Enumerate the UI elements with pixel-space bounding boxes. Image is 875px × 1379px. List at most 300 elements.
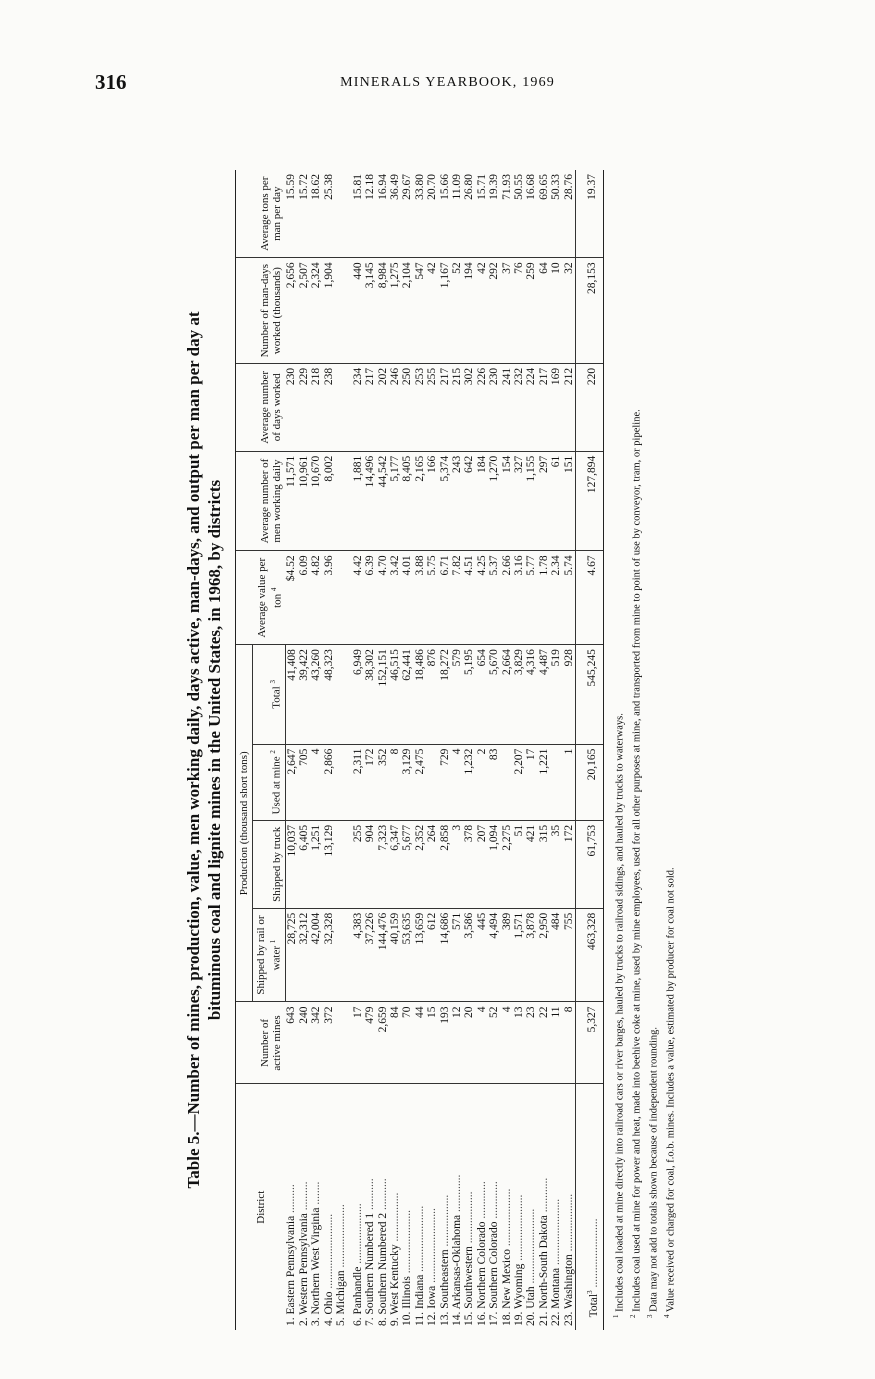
district-cell: 13. Southeastern .................. (438, 1194, 451, 1326)
table-cell: 43,260 (310, 644, 322, 744)
table-cell: 51 (512, 820, 524, 908)
total-cell: 545,245 (575, 644, 603, 744)
table-cell: 246 (388, 363, 400, 451)
table-cell: 44,542 (376, 451, 388, 551)
table-cell: 5,670 (488, 644, 500, 744)
table-row (413, 170, 425, 1330)
header-mines: Number of active mines (235, 1001, 285, 1083)
table-cell: 169 (550, 363, 562, 451)
table-cell: 1,232 (463, 744, 475, 820)
table-cell: 2,866 (322, 744, 334, 820)
table-cell: 52 (488, 1001, 500, 1083)
table-cell: 217 (364, 363, 376, 451)
district-cell: 8. Southern Numbered 2 ........... (376, 1177, 388, 1326)
table-cell: 52 (450, 257, 462, 362)
page-header (95, 70, 555, 100)
table-row (562, 170, 575, 1330)
table-cell: 28,725 (285, 908, 298, 1002)
district-cell: 1. Eastern Pennsylvania .......... (284, 1183, 297, 1326)
header-rail: Shipped by rail or water $^1$ (252, 908, 285, 1002)
table-cell: 226 (475, 363, 487, 451)
table-cell: 241 (500, 363, 512, 451)
table-cell: 37,226 (364, 908, 376, 1002)
table-cell: 904 (364, 820, 376, 908)
table-cell: 14,686 (438, 908, 450, 1002)
table-cell: 253 (413, 363, 425, 451)
table-row (512, 170, 524, 1330)
table-cell: 61 (550, 451, 562, 551)
table-cell: 297 (537, 451, 549, 551)
table-row (351, 170, 363, 1330)
header-value: Average value per ton $^4$ (235, 550, 285, 644)
table-row (322, 170, 334, 1330)
table-cell: 292 (488, 257, 500, 362)
table-cell (335, 550, 347, 644)
table-cell: 4.01 (401, 550, 413, 644)
table-cell: 39,422 (298, 644, 310, 744)
table-cell: 207 (475, 820, 487, 908)
table-cell: 71.93 (500, 170, 512, 258)
table-cell: 6.39 (364, 550, 376, 644)
table-cell: 2,647 (285, 744, 298, 820)
table-body (285, 170, 604, 1330)
table-cell: 53,635 (401, 908, 413, 1002)
table-cell: 238 (322, 363, 334, 451)
table-cell: 230 (285, 363, 298, 451)
table-cell: 302 (463, 363, 475, 451)
table-title: Table 5.—Number of mines, production, value, men working daily, days active, man-days, and output per man per day at bituminous coal and lignite mines in the United States, in 1968, by districts (183, 310, 224, 1189)
table-cell: 76 (512, 257, 524, 362)
table-cell: 217 (438, 363, 450, 451)
footnote-2: $^2$ Includes coal used at mine for power and heat, made into beehive coke at mine, used by mine employees, used for all other purposes at mine, and transported from mine to point of use by conveyor, tram, or pipeline. (628, 408, 643, 1318)
table-cell: 13,129 (322, 820, 334, 908)
table-cell: 1,221 (537, 744, 549, 820)
table-cell: 230 (488, 363, 500, 451)
district-cell: 16. Northern Colorado ............. (475, 1180, 488, 1326)
table-row (500, 170, 512, 1330)
table-cell: 4.42 (351, 550, 363, 644)
district-cell: 5. Michigan ...................... (334, 1203, 347, 1326)
table-cell: 38,302 (364, 644, 376, 744)
footnote-1: $^1$ Includes coal loaded at mine directly into railroad cars or river barges, hauled by trucks to railroad sidings, and hauled by trucks to waterways. (611, 712, 626, 1318)
table-cell (335, 644, 347, 744)
total-cell: 220 (575, 363, 603, 451)
table-cell: 259 (525, 257, 537, 362)
table-row (401, 170, 413, 1330)
table-cell: 152,151 (376, 644, 388, 744)
table-cell: 8,984 (376, 257, 388, 362)
table-cell: 15.81 (351, 170, 363, 258)
total-cell: 61,753 (575, 820, 603, 908)
district-cell: 19. Wyoming ....................... (512, 1194, 525, 1326)
coal-mines-table (235, 170, 604, 1330)
table-cell: 372 (322, 1001, 334, 1083)
table-cell: 2,207 (512, 744, 524, 820)
header-days: Average number of days worked (235, 363, 285, 451)
table-cell: 8,405 (401, 451, 413, 551)
table-cell: 37 (500, 257, 512, 362)
table-cell: 5.74 (562, 550, 575, 644)
table-cell: 13 (512, 1001, 524, 1083)
footnote-4: $^4$ Value received or charged for coal, f.o.b. mines. Includes a value, estimated by producer for coal not sold. (662, 866, 677, 1318)
table-cell: 3.42 (388, 550, 400, 644)
table-cell: 5,374 (438, 451, 450, 551)
header-district: District (235, 1083, 285, 1329)
table-row (388, 170, 400, 1330)
table-cell: 5,195 (463, 644, 475, 744)
table-cell: 440 (351, 257, 363, 362)
table-cell: 62,441 (401, 644, 413, 744)
table-cell: 4,383 (351, 908, 363, 1002)
table-cell: 172 (364, 744, 376, 820)
table-cell: 29.67 (401, 170, 413, 258)
table-cell: 202 (376, 363, 388, 451)
district-cell: 14. Arkansas-Oklahoma ............. (450, 1174, 463, 1326)
table-cell: 5,677 (401, 820, 413, 908)
table-cell: 654 (475, 644, 487, 744)
table-cell (335, 908, 347, 1002)
table-cell: 17 (351, 1001, 363, 1083)
table-cell: 755 (562, 908, 575, 1002)
table-cell: 10,670 (310, 451, 322, 551)
table-cell: 234 (351, 363, 363, 451)
total-cell: 28,153 (575, 257, 603, 362)
table-cell: 3.96 (322, 550, 334, 644)
table-cell (426, 744, 438, 820)
table-cell: 4.51 (463, 550, 475, 644)
table-cell: 15 (426, 1001, 438, 1083)
footnote-3: $^3$ Data may not add to totals shown because of independent rounding. (645, 1026, 660, 1318)
rotated-table-block (183, 170, 723, 1330)
table-cell: 4.70 (376, 550, 388, 644)
table-cell: 255 (351, 820, 363, 908)
table-row (426, 170, 438, 1330)
table-cell: 11,571 (285, 451, 298, 551)
table-cell: 40,159 (388, 908, 400, 1002)
table-cell: 2,950 (537, 908, 549, 1002)
table-cell: 15.59 (285, 170, 298, 258)
district-cell: 15. Southwestern .................. (462, 1191, 475, 1326)
table-cell: 11.09 (450, 170, 462, 258)
table-row (475, 170, 487, 1330)
table-row (285, 170, 298, 1330)
table-cell: 15.66 (438, 170, 450, 258)
table-row (488, 170, 500, 1330)
table-row (525, 170, 537, 1330)
table-cell: 4 (310, 744, 322, 820)
district-cell: 6. Panhandle ..................... (351, 1202, 364, 1326)
table-cell: 50.55 (512, 170, 524, 258)
district-cell: 17. Southern Colorado ............. (487, 1180, 500, 1326)
table-cell: 255 (426, 363, 438, 451)
table-cell: 69.65 (537, 170, 549, 258)
table-cell: 240 (298, 1001, 310, 1083)
table-cell: 3,129 (401, 744, 413, 820)
table-cell: 3,878 (525, 908, 537, 1002)
page-number: 316 (95, 70, 127, 94)
table-cell: 154 (500, 451, 512, 551)
table-cell: 1,904 (322, 257, 334, 362)
table-cell: 2,656 (285, 257, 298, 362)
row-gap (347, 170, 351, 1330)
table-cell: 1,167 (438, 257, 450, 362)
table-cell: 4.82 (310, 550, 322, 644)
table-cell: 3,145 (364, 257, 376, 362)
table-cell: 184 (475, 451, 487, 551)
district-cell: 3. Northern West Virginia ........ (309, 1181, 322, 1326)
table-row (438, 170, 450, 1330)
table-cell: 421 (525, 820, 537, 908)
table-cell: 1,155 (525, 451, 537, 551)
table-cell: 7.82 (450, 550, 462, 644)
header-truck: Shipped by truck (252, 820, 285, 908)
total-cell: 127,894 (575, 451, 603, 551)
table-cell: 327 (512, 451, 524, 551)
table-cell: 2,858 (438, 820, 450, 908)
table-cell: 15.72 (298, 170, 310, 258)
table-cell: 484 (550, 908, 562, 1002)
table-cell: 46,515 (388, 644, 400, 744)
table-cell: $4.52 (285, 550, 298, 644)
table-cell: 32,312 (298, 908, 310, 1002)
table-cell: 4 (475, 1001, 487, 1083)
table-cell: 224 (525, 363, 537, 451)
table-cell: 4 (450, 744, 462, 820)
table-cell: 12.18 (364, 170, 376, 258)
table-cell: 547 (413, 257, 425, 362)
table-cell: 44 (413, 1001, 425, 1083)
table-cell: 612 (426, 908, 438, 1002)
table-cell: 232 (512, 363, 524, 451)
table-cell: 5.37 (488, 550, 500, 644)
table-cell: 4,316 (525, 644, 537, 744)
table-row (298, 170, 310, 1330)
table-cell: 389 (500, 908, 512, 1002)
table-cell (335, 451, 347, 551)
table-cell: 250 (401, 363, 413, 451)
table-cell: 42,004 (310, 908, 322, 1002)
header-used: Used at mine $^2$ (252, 744, 285, 820)
table-cell: 729 (438, 744, 450, 820)
table-cell: 22 (537, 1001, 549, 1083)
table-cell: 26.80 (463, 170, 475, 258)
table-cell: 571 (450, 908, 462, 1002)
table-cell: 4 (500, 1001, 512, 1083)
table-cell: 16.94 (376, 170, 388, 258)
district-cell: 18. New Mexico .................... (500, 1188, 513, 1326)
table-cell: 144,476 (376, 908, 388, 1002)
table-cell: 2 (475, 744, 487, 820)
table-cell: 212 (562, 363, 575, 451)
table-cell: 28.76 (562, 170, 575, 258)
table-cell: 8 (562, 1001, 575, 1083)
table-cell: 15.71 (475, 170, 487, 258)
table-cell: 194 (463, 257, 475, 362)
total-cell: 463,328 (575, 908, 603, 1002)
table-cell: 2,507 (298, 257, 310, 362)
table-cell: 8 (388, 744, 400, 820)
table-cell: 3.16 (512, 550, 524, 644)
table-cell: 8,002 (322, 451, 334, 551)
district-cell: 7. Southern Numbered 1 ........... (363, 1177, 376, 1326)
table-cell: 172 (562, 820, 575, 908)
table-row (450, 170, 462, 1330)
table-cell (335, 820, 347, 908)
table-row (550, 170, 562, 1330)
table-cell: 3,586 (463, 908, 475, 1002)
table-cell: 2.34 (550, 550, 562, 644)
table-cell: 876 (426, 644, 438, 744)
table-cell: 17 (525, 744, 537, 820)
table-cell (550, 744, 562, 820)
table-cell: 25.38 (322, 170, 334, 258)
table-cell: 18.62 (310, 170, 322, 258)
table-cell: 36.49 (388, 170, 400, 258)
table-cell: 642 (463, 451, 475, 551)
table-cell: 83 (488, 744, 500, 820)
header-total: Total $^3$ (252, 644, 285, 744)
table-cell: 1,094 (488, 820, 500, 908)
district-cell: 10. Illinois ...................... (400, 1209, 413, 1326)
district-cell: 23. Washington .................... (562, 1193, 575, 1326)
district-cell: 11. Indiana ....................... (413, 1205, 426, 1326)
table-cell: 11 (550, 1001, 562, 1083)
running-title: MINERALS YEARBOOK, 1969 (340, 75, 555, 90)
total-cell: 20,165 (575, 744, 603, 820)
district-cell: 12. Iowa .......................... (425, 1207, 438, 1326)
district-cell: 22. Montana ....................... (549, 1198, 562, 1326)
table-cell: 64 (537, 257, 549, 362)
table-cell: 19.39 (488, 170, 500, 258)
table-cell: 4,487 (537, 644, 549, 744)
table-cell: 342 (310, 1001, 322, 1083)
table-cell: 5.77 (525, 550, 537, 644)
table-row (364, 170, 376, 1330)
district-cell: 21. North-South Dakota ............ (537, 1177, 550, 1326)
total-cell: 4.67 (575, 550, 603, 644)
table-cell: 14,496 (364, 451, 376, 551)
total-cell: 19.37 (575, 170, 603, 258)
table-row (376, 170, 388, 1330)
table-cell: 2,664 (500, 644, 512, 744)
table-cell: 378 (463, 820, 475, 908)
table-cell: 4,494 (488, 908, 500, 1002)
table-cell: 705 (298, 744, 310, 820)
header-tons: Average tons per man per day (235, 170, 285, 258)
table-row (537, 170, 549, 1330)
district-cell: 9. West Kentucky ................. (388, 1192, 401, 1326)
table-cell: 4.25 (475, 550, 487, 644)
table-cell (335, 363, 347, 451)
table-cell: 6,405 (298, 820, 310, 908)
table-cell: 2,659 (376, 1001, 388, 1083)
footnotes (610, 170, 678, 1330)
table-cell: 20 (463, 1001, 475, 1083)
table-cell: 928 (562, 644, 575, 744)
table-cell: 643 (285, 1001, 298, 1083)
table-cell (335, 1001, 347, 1083)
table-cell: 1,275 (388, 257, 400, 362)
table-cell: 13,659 (413, 908, 425, 1002)
table-cell: 6,347 (388, 820, 400, 908)
table-cell: 41,408 (285, 644, 298, 744)
table-row (463, 170, 475, 1330)
table-cell: 217 (537, 363, 549, 451)
total-label: Total$^3$ ........................ (575, 1083, 603, 1329)
table-cell: 3 (450, 820, 462, 908)
table-cell: 6,949 (351, 644, 363, 744)
table-cell: 1 (562, 744, 575, 820)
table-cell: 84 (388, 1001, 400, 1083)
table-cell: 10,961 (298, 451, 310, 551)
table-cell: 166 (426, 451, 438, 551)
table-cell: 16.68 (525, 170, 537, 258)
table-cell: 264 (426, 820, 438, 908)
table-cell: 2,311 (351, 744, 363, 820)
table-cell (335, 744, 347, 820)
table-cell: 1,251 (310, 820, 322, 908)
table-cell: 218 (310, 363, 322, 451)
table-cell: 193 (438, 1001, 450, 1083)
table-cell: 12 (450, 1001, 462, 1083)
table-cell: 5.75 (426, 550, 438, 644)
table-cell: 20.70 (426, 170, 438, 258)
header-men: Average number of men working daily (235, 451, 285, 551)
district-cell: 4. Ohio .......................... (322, 1213, 335, 1326)
table-cell (335, 257, 347, 362)
table-cell: 18,486 (413, 644, 425, 744)
table-cell: 32,328 (322, 908, 334, 1002)
table-cell: 229 (298, 363, 310, 451)
table-cell: 35 (550, 820, 562, 908)
table-cell: 1,571 (512, 908, 524, 1002)
total-cell: 5,327 (575, 1001, 603, 1083)
table-cell: 33.80 (413, 170, 425, 258)
table-cell: 215 (450, 363, 462, 451)
table-cell: 1.78 (537, 550, 549, 644)
table-cell: 479 (364, 1001, 376, 1083)
table-cell: 2,165 (413, 451, 425, 551)
header-production-group: Production (thousand short tons) (235, 644, 252, 1001)
table-cell: 2,275 (500, 820, 512, 908)
table-cell (335, 170, 347, 258)
table-cell: 42 (475, 257, 487, 362)
table-cell (500, 744, 512, 820)
table-cell: 6.71 (438, 550, 450, 644)
table-cell: 445 (475, 908, 487, 1002)
table-cell: 2,104 (401, 257, 413, 362)
table-cell: 10,037 (285, 820, 298, 908)
table-cell: 7,323 (376, 820, 388, 908)
district-cell: 2. Western Pennsylvania .......... (297, 1180, 310, 1326)
table-cell: 3.88 (413, 550, 425, 644)
table-cell: 151 (562, 451, 575, 551)
table-cell: 2,475 (413, 744, 425, 820)
table-cell: 243 (450, 451, 462, 551)
table-cell: 23 (525, 1001, 537, 1083)
table-cell: 1,881 (351, 451, 363, 551)
table-cell: 579 (450, 644, 462, 744)
total-row (575, 170, 603, 1330)
table-cell: 2,324 (310, 257, 322, 362)
table-row (310, 170, 322, 1330)
table-cell: 18,272 (438, 644, 450, 744)
table-cell: 3,829 (512, 644, 524, 744)
table-row (335, 170, 347, 1330)
table-cell: 352 (376, 744, 388, 820)
table-cell: 42 (426, 257, 438, 362)
table-cell: 48,323 (322, 644, 334, 744)
